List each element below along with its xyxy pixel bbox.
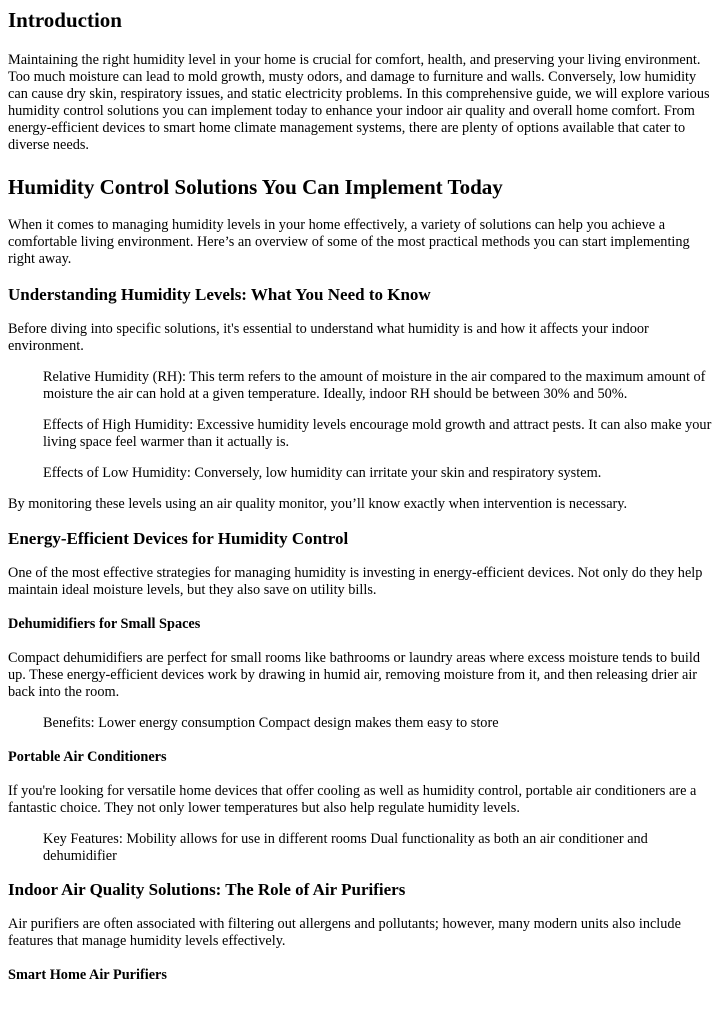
introduction-paragraph: Maintaining the right humidity level in your home is crucial for comfort, health, and preserving your living environment. Too much moisture can lead to mold growth, musty odors, and damage to furniture and walls. Conversely, low humidity can cause dry skin, respiratory issues, and static electricity problems. In this comprehensive guide, we will explore various humidity control solutions you can implement today to enhance your indoor air quality and overall home comfort. From energy-efficient devices to smart home climate management systems, there are plenty of options available that cater to diverse needs. — [8, 52, 710, 153]
article — [0, 8, 720, 984]
dehumidifier-benefits-list — [8, 715, 712, 732]
portable-paragraph: If you're looking for versatile home devices that offer cooling as well as humidity control, portable air conditioners are a fantastic choice. They not only lower temperatures but also help regulate humidity levels. — [8, 783, 697, 816]
purifiers-paragraph: Air purifiers are often associated with filtering out allergens and pollutants; however, many modern units also include features that manage humidity levels effectively. — [8, 916, 681, 949]
dehumidifiers-heading: Dehumidifiers for Small Spaces — [8, 616, 201, 632]
list-item: Effects of Low Humidity: Conversely, low humidity can irritate your skin and respiratory system. — [43, 465, 602, 481]
list-item: Effects of High Humidity: Excessive humidity levels encourage mold growth and attract pests. It can also make your living space feel warmer than it actually is. — [43, 417, 712, 450]
humidity-facts-list — [8, 369, 712, 482]
list-item: Relative Humidity (RH): This term refers to the amount of moisture in the air compared to the maximum amount of moisture the air can hold at a given temperature. Ideally, indoor RH should be between 30% and 50%. — [43, 369, 706, 402]
energy-paragraph: One of the most effective strategies for managing humidity is investing in energy-efficient devices. Not only do they help maintain ideal moisture levels, but they also save on utility bills. — [8, 565, 703, 598]
understanding-heading: Understanding Humidity Levels: What You Need to Know — [8, 285, 431, 304]
solutions-heading: Humidity Control Solutions You Can Implement Today — [8, 175, 503, 199]
portable-features-list — [8, 831, 712, 865]
energy-heading: Energy-Efficient Devices for Humidity Control — [8, 529, 349, 548]
dehumidifiers-paragraph: Compact dehumidifiers are perfect for small rooms like bathrooms or laundry areas where excess moisture tends to build up. These energy-efficient devices work by drawing in humid air, removing moisture from it, and then releasing drier air back into the room. — [8, 650, 701, 700]
smart-purifiers-heading: Smart Home Air Purifiers — [8, 967, 167, 983]
introduction-heading: Introduction — [8, 8, 122, 32]
purifiers-heading: Indoor Air Quality Solutions: The Role of Air Purifiers — [8, 880, 406, 899]
understanding-paragraph: Before diving into specific solutions, it's essential to understand what humidity is and how it affects your indoor environment. — [8, 321, 649, 354]
monitoring-paragraph: By monitoring these levels using an air quality monitor, you’ll know exactly when intervention is necessary. — [8, 496, 628, 512]
list-item: Key Features: Mobility allows for use in different rooms Dual functionality as both an air conditioner and dehumidifier — [43, 831, 648, 864]
list-item: Benefits: Lower energy consumption Compact design makes them easy to store — [43, 715, 499, 731]
portable-heading: Portable Air Conditioners — [8, 749, 167, 765]
solutions-paragraph: When it comes to managing humidity levels in your home effectively, a variety of solutions can help you achieve a comfortable living environment. Here’s an overview of some of the most practical methods you can start implementing right away. — [8, 217, 690, 267]
